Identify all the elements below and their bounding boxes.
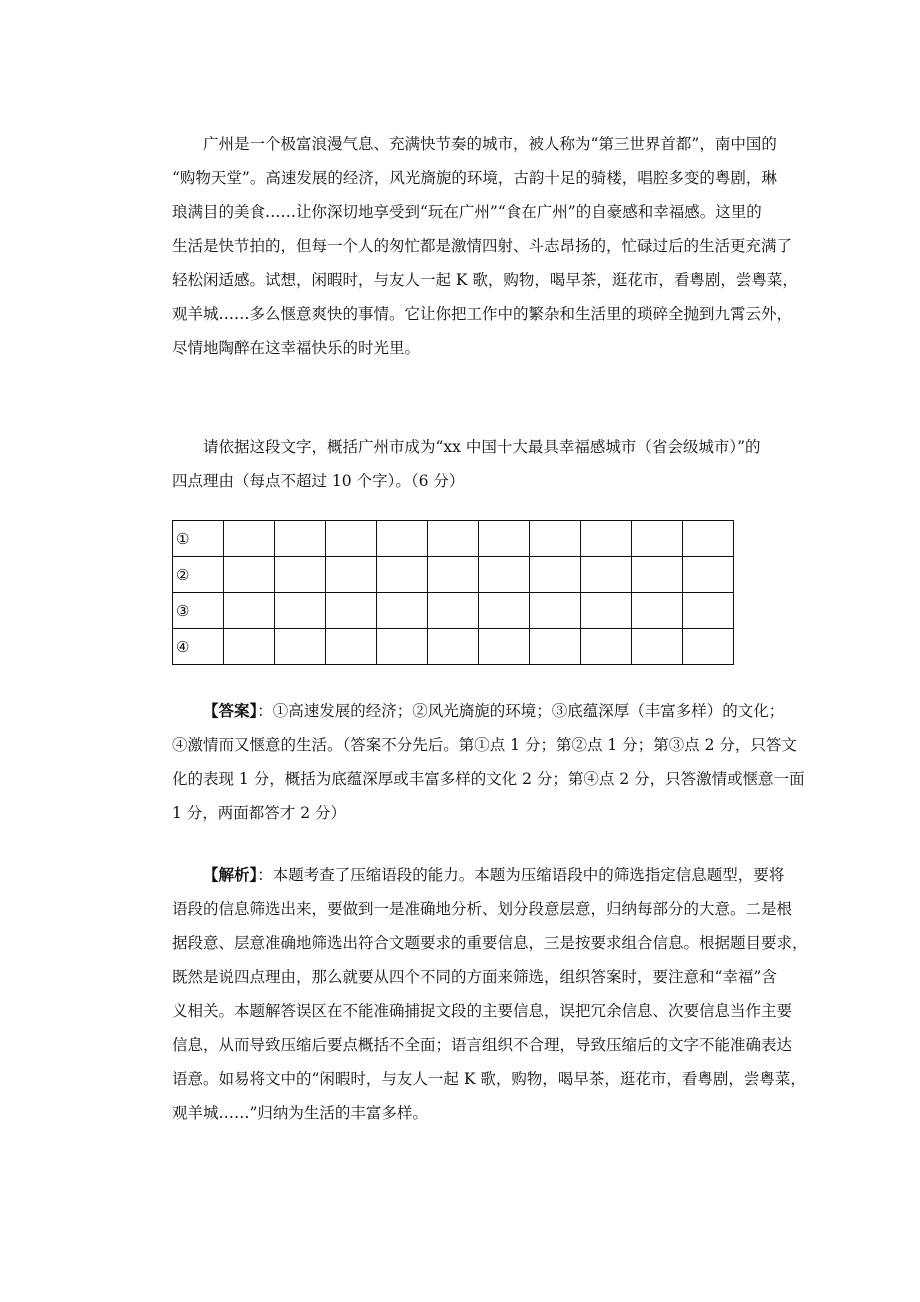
analysis-line: 语段的信息筛选出来，要做到一是准确地分析、划分段意层意，归纳每部分的大意。二是根: [172, 900, 793, 918]
answer-line: ：①高速发展的经济；②风光旖旎的环境；③底蕴深厚（丰富多样）的文化；: [257, 702, 785, 720]
grid-cell: [326, 521, 377, 557]
grid-cell: [224, 629, 275, 665]
grid-row-marker: ②: [173, 557, 224, 593]
analysis-line: ：本题考查了压缩语段的能力。本题为压缩语段中的筛选指定信息题型，要将: [257, 866, 785, 884]
grid-cell: [632, 557, 683, 593]
answer-label: 【答案】: [203, 701, 258, 720]
grid-cell: [683, 557, 734, 593]
grid-cell: [479, 629, 530, 665]
grid-cell: [224, 593, 275, 629]
analysis-label: 【解析】: [203, 865, 258, 884]
passage-line: 观羊城……多么惬意爽快的事情。它让你把工作中的繁杂和生活里的琐碎全抛到九霄云外，: [172, 305, 793, 323]
grid-cell: [224, 557, 275, 593]
passage-line: 琅满目的美食……让你深切地享受到“玩在广州”“食在广州”的自豪感和幸福感。这里的: [172, 203, 762, 221]
grid-cell: [377, 521, 428, 557]
grid-cell: [632, 521, 683, 557]
analysis-line: 观羊城……”归纳为生活的丰富多样。: [172, 1104, 428, 1122]
grid-cell: [530, 629, 581, 665]
grid-cell: [530, 521, 581, 557]
question-line: 请依据这段文字，概括广州市成为“xx 中国十大最具幸福感城市（省会级城市）”的: [203, 438, 761, 456]
passage-line: 生活是快节拍的，但每一个人的匆忙都是激情四射、斗志昂扬的，忙碌过后的生活更充满了: [172, 237, 793, 255]
analysis-line: 信息，从而导致压缩后要点概括不全面；语言组织不合理，导致压缩后的文字不能准确表达: [172, 1036, 793, 1054]
grid-cell: [683, 593, 734, 629]
passage-line: “购物天堂”。高速发展的经济，风光旖旎的环境，古韵十足的骑楼，唱腔多变的粤剧，琳: [172, 169, 777, 187]
analysis-line: 义相关。本题解答误区在不能准确捕捉文段的主要信息，误把冗余信息、次要信息当作主要: [172, 1002, 793, 1020]
grid-row-marker: ①: [173, 521, 224, 557]
grid-cell: [683, 629, 734, 665]
grid-cell: [275, 629, 326, 665]
grid-cell: [275, 557, 326, 593]
grid-cell: [581, 593, 632, 629]
grid-row: [173, 557, 734, 593]
grid-row: [173, 521, 734, 557]
analysis-line: 语意。如易将文中的“闲暇时，与友人一起 K 歌，购物，喝早茶，逛花市，看粤剧，尝粤菜，: [172, 1070, 806, 1088]
answer-line: 1 分，两面都答才 2 分）: [172, 804, 347, 822]
analysis-line: 据段意、层意准确地筛选出符合文题要求的重要信息，三是按要求组合信息。根据题目要求，: [172, 934, 808, 952]
grid-row-marker: ④: [173, 629, 224, 665]
passage-line: 广州是一个极富浪漫气息、充满快节奏的城市，被人称为“第三世界首都”，南中国的: [203, 135, 777, 153]
grid-cell: [581, 557, 632, 593]
grid-cell: [530, 557, 581, 593]
grid-cell: [581, 629, 632, 665]
question-paragraph: [172, 430, 780, 498]
grid-cell: [224, 521, 275, 557]
analysis-paragraph: [172, 858, 808, 1130]
answer-line: ④激情而又惬意的生活。（答案不分先后。第①点 1 分；第②点 1 分；第③点 2 分，只答文: [172, 736, 797, 754]
question-line: 四点理由（每点不超过 10 个字）。（6 分）: [172, 472, 465, 490]
grid-cell: [428, 593, 479, 629]
grid-cell: [632, 593, 683, 629]
passage-paragraph: [172, 127, 798, 365]
grid-cell: [326, 593, 377, 629]
grid-cell: [479, 557, 530, 593]
grid-cell: [275, 593, 326, 629]
grid-cell: [275, 521, 326, 557]
passage-line: 尽情地陶醉在这幸福快乐的时光里。: [172, 339, 421, 357]
answer-line: 化的表现 1 分，概括为底蕴深厚或丰富多样的文化 2 分；第④点 2 分，只答激情或惬意一面: [172, 770, 805, 788]
grid-row: [173, 593, 734, 629]
grid-cell: [683, 521, 734, 557]
analysis-line: 既然是说四点理由，那么就要从四个不同的方面来筛选，组织答案时，要注意和“幸福”含: [172, 968, 777, 986]
grid-row-marker: ③: [173, 593, 224, 629]
grid-cell: [326, 629, 377, 665]
grid-cell: [428, 557, 479, 593]
grid-cell: [377, 629, 428, 665]
grid-row: [173, 629, 734, 665]
grid-cell: [530, 593, 581, 629]
answer-paragraph: [172, 694, 805, 830]
grid-cell: [428, 629, 479, 665]
grid-cell: [479, 521, 530, 557]
grid-cell: [377, 557, 428, 593]
grid-cell: [428, 521, 479, 557]
grid-cell: [326, 557, 377, 593]
grid-cell: [632, 629, 683, 665]
passage-line: 轻松闲适感。试想，闲暇时，与友人一起 K 歌，购物，喝早茶，逛花市，看粤剧，尝粤菜，: [172, 271, 798, 289]
answer-grid: [172, 520, 734, 665]
grid-cell: [377, 593, 428, 629]
grid-cell: [581, 521, 632, 557]
grid-cell: [479, 593, 530, 629]
